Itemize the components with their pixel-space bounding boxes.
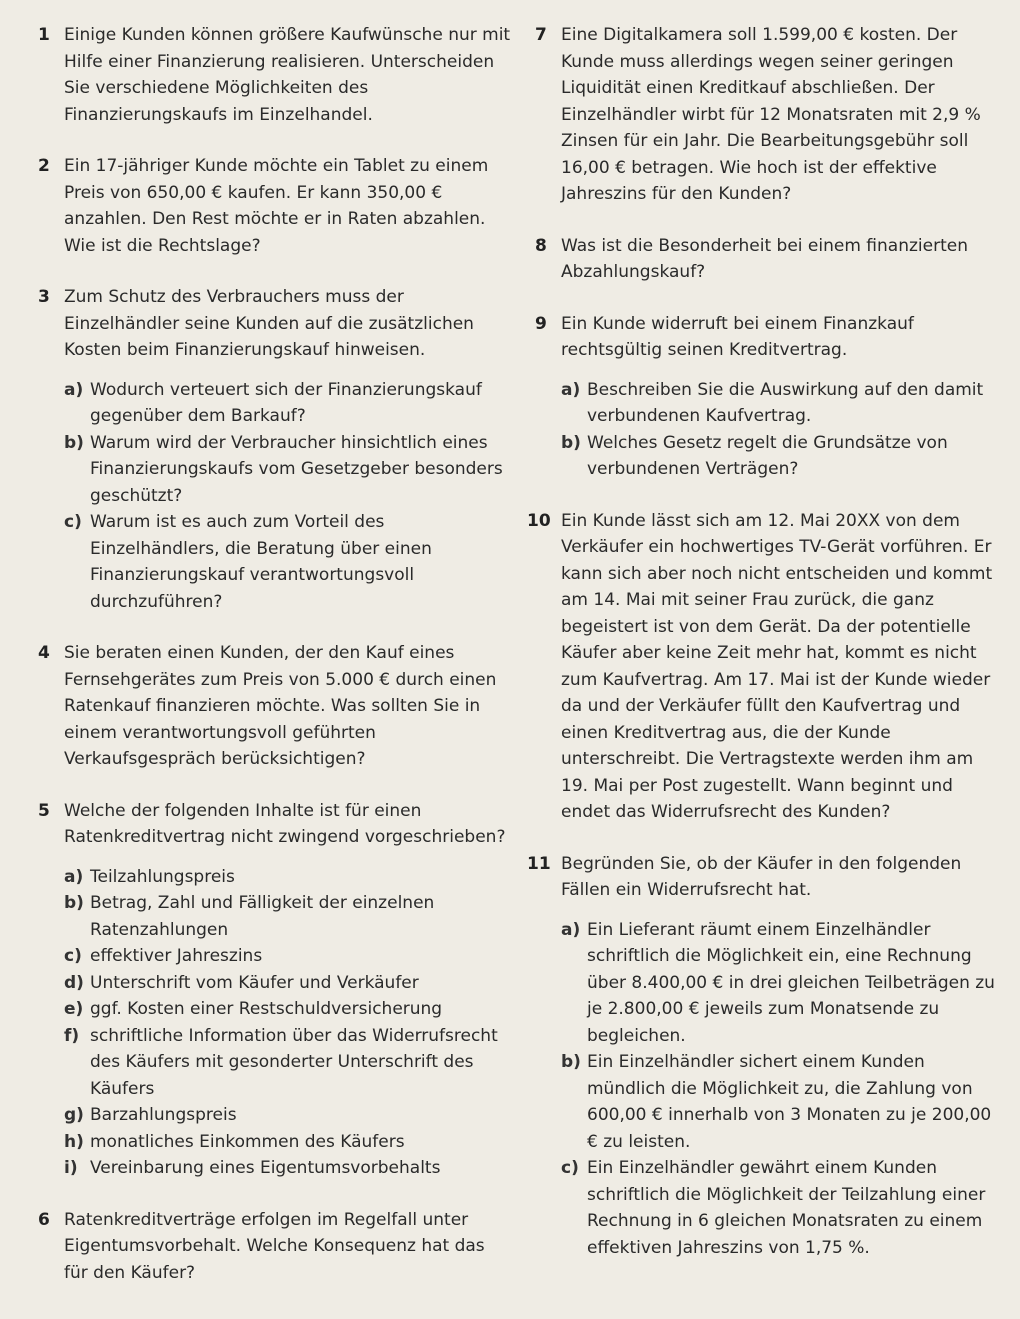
left-column	[38, 22, 513, 1319]
sub-question-label: a)	[64, 866, 84, 887]
sub-question	[38, 509, 513, 615]
task-6	[38, 1207, 513, 1287]
sub-question	[38, 943, 513, 970]
sub-question-label: e)	[64, 999, 84, 1019]
task-number: 9	[535, 313, 547, 334]
sub-question-text: Barzahlungspreis	[90, 1105, 237, 1125]
sub-question-text: effektiver Jahreszins	[90, 946, 263, 966]
task-question	[535, 22, 1005, 208]
task-text: Eine Digitalkamera soll 1.599,00 € kosten. Der Kunde muss allerdings wegen seiner geringen Liquidität einen Kreditkauf abschließen. Der Einzelhändler wirbt für 12 Monatsraten mit 2,9 % Zinsen für ein Jahr. Die Bearbeitungsgebühr soll 16,00 € betragen. Wie hoch ist der effektive Jahreszins für den Kunden?	[561, 25, 981, 204]
sub-question-list	[535, 917, 1005, 1262]
task-2	[38, 153, 513, 259]
sub-question	[38, 890, 513, 943]
sub-question-text: Beschreiben Sie die Auswirkung auf den damit verbundenen Kaufvertrag.	[587, 379, 984, 426]
sub-question-text: Warum ist es auch zum Vorteil des Einzelhändlers, die Beratung über einen Finanzierungskauf verantwortungsvoll durchzuführen?	[90, 512, 432, 612]
sub-question	[38, 1129, 513, 1156]
sub-question-list	[535, 377, 1005, 483]
sub-question	[38, 1102, 513, 1129]
sub-question-label: c)	[561, 1158, 579, 1178]
sub-question	[535, 1155, 1005, 1261]
task-text: Einige Kunden können größere Kaufwünsche nur mit Hilfe einer Finanzierung realisieren. Unterscheiden Sie verschiedene Möglichkeiten des Finanzierungskaufs im Einzelhandel.	[64, 25, 511, 125]
task-11	[527, 851, 1005, 1262]
task-number: 4	[38, 643, 50, 663]
sub-question	[38, 1155, 513, 1182]
task-question	[38, 798, 513, 851]
task-7	[535, 22, 1005, 208]
sub-question-text: Ein Einzelhändler gewährt einem Kunden schriftlich die Möglichkeit der Teilzahlung einer Rechnung in 6 gleichen Monatsraten zu einem effektiven Jahreszins von 1,75 %.	[587, 1158, 986, 1258]
task-number: 5	[38, 800, 50, 821]
sub-question-text: Warum wird der Verbraucher hinsichtlich eines Finanzierungskaufs vom Gesetzgeber besonders geschützt?	[90, 432, 503, 506]
sub-question	[535, 377, 1005, 430]
task-text: Begründen Sie, ob der Käufer in den folgenden Fällen ein Widerrufsrecht hat.	[561, 853, 962, 900]
task-number: 8	[535, 235, 547, 256]
task-question	[38, 153, 513, 259]
sub-question-text: ggf. Kosten einer Restschuldversicherung	[90, 999, 443, 1019]
sub-question	[38, 430, 513, 510]
sub-question-text: Teilzahlungspreis	[90, 866, 235, 887]
task-text: Ein Kunde lässt sich am 12. Mai 20XX von dem Verkäufer ein hochwertiges TV-Gerät vorführen. Er kann sich aber noch nicht entscheiden und kommt am 14. Mai mit seiner Frau zurück, die ganz begeistert ist von dem Gerät. Da der potentielle Käufer aber keine Zeit mehr hat, kommt es nicht zum Kaufvertrag. Am 17. Mai ist der Kunde wieder da und der Verkäufer füllt den Kaufvertrag und einen Kreditvertrag aus, die der Kunde unterschreibt. Die Vertragstexte werden ihm am 19. Mai per Post zugestellt. Wann beginnt und endet das Widerrufsrecht des Kunden?	[561, 510, 993, 822]
task-question	[527, 851, 1005, 904]
sub-question-text: Welches Gesetz regelt die Grundsätze von verbundenen Verträgen?	[587, 432, 948, 479]
task-9	[535, 311, 1005, 483]
sub-question	[535, 1049, 1005, 1155]
task-number: 11	[527, 853, 551, 874]
sub-question-label: c)	[64, 512, 82, 532]
task-8	[535, 233, 1005, 286]
sub-question-text: Ein Lieferant räumt einem Einzelhändler schriftlich die Möglichkeit ein, eine Rechnung über 8.400,00 € in drei gleichen Teilbeträgen zu je 2.800,00 € jeweils zum Monatsende zu begleichen.	[587, 919, 995, 1046]
sub-question-text: Ein Einzelhändler sichert einem Kunden mündlich die Möglichkeit zu, die Zahlung von 600,00 € innerhalb von 3 Monaten zu je 200,00 € zu leisten.	[587, 1052, 992, 1152]
task-number: 7	[535, 25, 547, 45]
sub-question	[38, 1023, 513, 1103]
task-number: 2	[38, 156, 50, 176]
sub-question-text: Wodurch verteuert sich der Finanzierungskauf gegenüber dem Barkauf?	[90, 379, 482, 426]
task-question	[535, 233, 1005, 286]
task-text: Ratenkreditverträge erfolgen im Regelfall unter Eigentumsvorbehalt. Welche Konsequenz hat das für den Käufer?	[64, 1209, 485, 1283]
sub-question-label: i)	[64, 1158, 78, 1178]
task-text: Welche der folgenden Inhalte ist für einen Ratenkreditvertrag nicht zwingend vorgeschrieben?	[64, 800, 506, 847]
sub-question-label: f)	[64, 1025, 80, 1046]
sub-question-list	[38, 377, 513, 616]
sub-question-label: b)	[561, 432, 581, 453]
task-number: 6	[38, 1209, 50, 1230]
sub-question-text: schriftliche Information über das Widerrufsrecht des Käufers mit gesonderter Unterschrift des Käufers	[90, 1025, 498, 1099]
sub-question-label: g)	[64, 1105, 84, 1125]
task-3	[38, 284, 513, 615]
task-question	[527, 508, 1005, 826]
sub-question-label: a)	[561, 379, 581, 400]
sub-question-label: d)	[64, 972, 84, 993]
task-number: 10	[527, 510, 551, 531]
task-question	[38, 640, 513, 773]
task-10	[527, 508, 1005, 826]
task-question	[38, 22, 513, 128]
sub-question-label: c)	[64, 946, 82, 966]
sub-question-label: a)	[64, 379, 84, 400]
sub-question-label: b)	[64, 432, 84, 453]
sub-question-label: b)	[64, 893, 84, 913]
sub-question-text: monatliches Einkommen des Käufers	[90, 1131, 405, 1152]
right-column	[527, 22, 1005, 1319]
task-text: Sie beraten einen Kunden, der den Kauf eines Fernsehgerätes zum Preis von 5.000 € durch einen Ratenkauf finanzieren möchte. Was sollten Sie in einem verantwortungsvoll geführten Verkaufsgespräch berücksichtigen?	[64, 643, 497, 769]
task-number: 3	[38, 287, 50, 307]
sub-question-label: h)	[64, 1131, 84, 1152]
task-text: Ein 17-jähriger Kunde möchte ein Tablet zu einem Preis von 650,00 € kaufen. Er kann 350,00 € anzahlen. Den Rest möchte er in Raten abzahlen. Wie ist die Rechtslage?	[64, 156, 489, 256]
task-question	[535, 311, 1005, 364]
sub-question-text: Vereinbarung eines Eigentumsvorbehalts	[90, 1158, 441, 1178]
task-5	[38, 798, 513, 1182]
task-1	[38, 22, 513, 128]
task-question	[38, 284, 513, 364]
sub-question-text: Betrag, Zahl und Fälligkeit der einzelnen Ratenzahlungen	[90, 893, 435, 940]
sub-question	[38, 864, 513, 891]
sub-question-label: b)	[561, 1052, 581, 1072]
task-text: Zum Schutz des Verbrauchers muss der Einzelhändler seine Kunden auf die zusätzlichen Kosten beim Finanzierungskauf hinweisen.	[64, 287, 474, 360]
sub-question	[535, 917, 1005, 1050]
sub-question	[38, 377, 513, 430]
task-question	[38, 1207, 513, 1287]
sub-question	[535, 430, 1005, 483]
task-text: Was ist die Besonderheit bei einem finanzierten Abzahlungskauf?	[561, 235, 968, 282]
sub-question-text: Unterschrift vom Käufer und Verkäufer	[90, 972, 419, 993]
task-text: Ein Kunde widerruft bei einem Finanzkauf rechtsgültig seinen Kreditvertrag.	[561, 313, 914, 360]
sub-question-label: a)	[561, 919, 581, 940]
sub-question-list	[38, 864, 513, 1182]
sub-question	[38, 996, 513, 1023]
sub-question	[38, 970, 513, 997]
task-number: 1	[38, 25, 50, 45]
task-4	[38, 640, 513, 773]
